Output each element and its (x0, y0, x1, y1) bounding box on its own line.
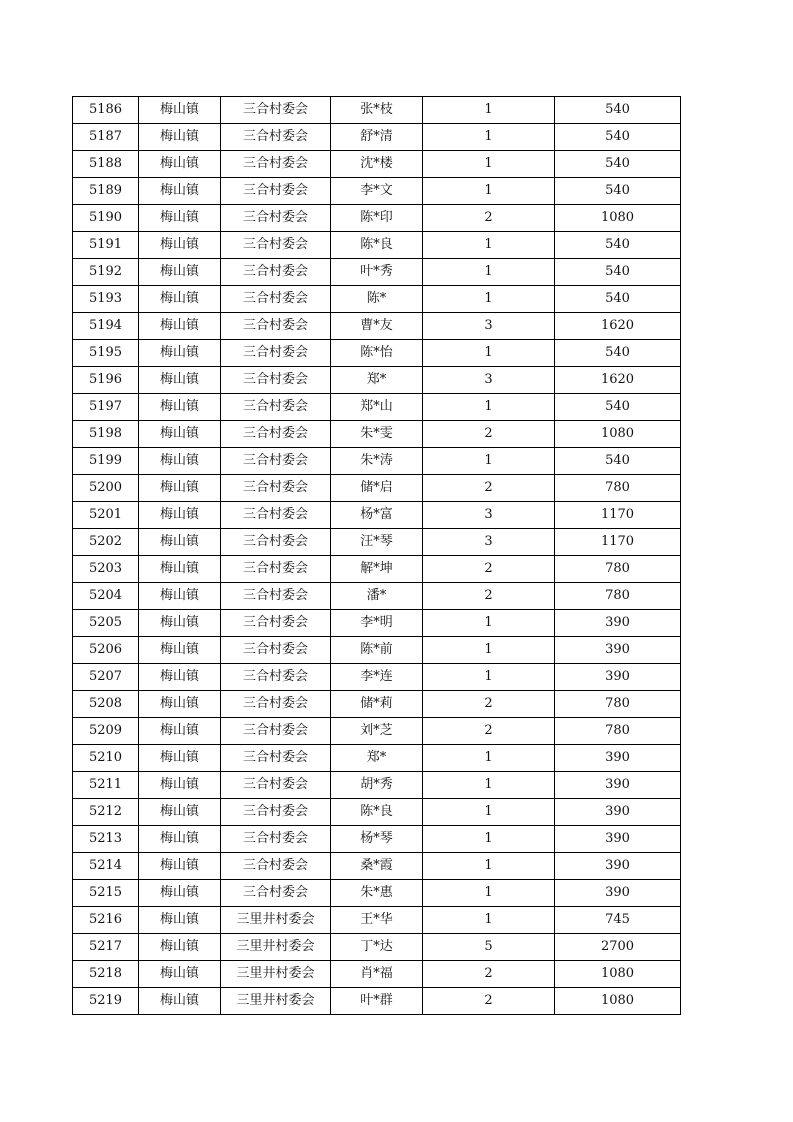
cell-name: 陈*前 (331, 637, 423, 664)
table-row (73, 691, 681, 718)
cell-amount: 540 (555, 124, 681, 151)
cell-number: 5201 (73, 502, 139, 529)
cell-village: 三合村委会 (221, 880, 331, 907)
cell-number: 5187 (73, 124, 139, 151)
cell-number: 5217 (73, 934, 139, 961)
cell-amount: 1080 (555, 961, 681, 988)
cell-count: 1 (423, 178, 555, 205)
cell-name: 杨*富 (331, 502, 423, 529)
cell-amount: 390 (555, 610, 681, 637)
cell-count: 1 (423, 880, 555, 907)
cell-count: 2 (423, 718, 555, 745)
cell-village: 三合村委会 (221, 556, 331, 583)
cell-number: 5186 (73, 97, 139, 124)
cell-number: 5216 (73, 907, 139, 934)
cell-number: 5218 (73, 961, 139, 988)
cell-village: 三里井村委会 (221, 934, 331, 961)
cell-town: 梅山镇 (139, 475, 221, 502)
table-row (73, 826, 681, 853)
cell-count: 1 (423, 448, 555, 475)
cell-amount: 1080 (555, 421, 681, 448)
cell-town: 梅山镇 (139, 529, 221, 556)
cell-town: 梅山镇 (139, 826, 221, 853)
cell-number: 5202 (73, 529, 139, 556)
table-row (73, 178, 681, 205)
cell-number: 5191 (73, 232, 139, 259)
cell-number: 5214 (73, 853, 139, 880)
cell-amount: 390 (555, 772, 681, 799)
table-row (73, 664, 681, 691)
cell-number: 5188 (73, 151, 139, 178)
cell-number: 5213 (73, 826, 139, 853)
cell-name: 李*文 (331, 178, 423, 205)
cell-amount: 540 (555, 178, 681, 205)
table-row (73, 907, 681, 934)
cell-count: 3 (423, 502, 555, 529)
cell-name: 胡*秀 (331, 772, 423, 799)
cell-amount: 540 (555, 394, 681, 421)
cell-name: 丁*达 (331, 934, 423, 961)
cell-count: 1 (423, 907, 555, 934)
cell-amount: 540 (555, 232, 681, 259)
cell-count: 1 (423, 259, 555, 286)
cell-number: 5215 (73, 880, 139, 907)
cell-number: 5190 (73, 205, 139, 232)
cell-town: 梅山镇 (139, 448, 221, 475)
cell-amount: 390 (555, 745, 681, 772)
cell-amount: 390 (555, 880, 681, 907)
cell-town: 梅山镇 (139, 394, 221, 421)
cell-town: 梅山镇 (139, 745, 221, 772)
cell-count: 1 (423, 151, 555, 178)
cell-village: 三合村委会 (221, 745, 331, 772)
cell-count: 1 (423, 232, 555, 259)
cell-count: 2 (423, 475, 555, 502)
cell-name: 朱*惠 (331, 880, 423, 907)
cell-village: 三里井村委会 (221, 988, 331, 1015)
cell-name: 沈*楼 (331, 151, 423, 178)
cell-count: 1 (423, 394, 555, 421)
cell-name: 叶*秀 (331, 259, 423, 286)
cell-village: 三合村委会 (221, 610, 331, 637)
cell-number: 5198 (73, 421, 139, 448)
cell-count: 3 (423, 313, 555, 340)
cell-count: 1 (423, 97, 555, 124)
table-row (73, 961, 681, 988)
table-row (73, 610, 681, 637)
cell-number: 5204 (73, 583, 139, 610)
cell-name: 郑* (331, 367, 423, 394)
cell-number: 5199 (73, 448, 139, 475)
cell-town: 梅山镇 (139, 664, 221, 691)
cell-town: 梅山镇 (139, 637, 221, 664)
table-row (73, 637, 681, 664)
cell-amount: 1080 (555, 988, 681, 1015)
table-row (73, 772, 681, 799)
cell-name: 陈* (331, 286, 423, 313)
cell-amount: 2700 (555, 934, 681, 961)
cell-village: 三合村委会 (221, 637, 331, 664)
cell-count: 1 (423, 853, 555, 880)
table-row (73, 934, 681, 961)
cell-town: 梅山镇 (139, 610, 221, 637)
cell-village: 三合村委会 (221, 799, 331, 826)
table-row (73, 880, 681, 907)
cell-number: 5208 (73, 691, 139, 718)
cell-town: 梅山镇 (139, 421, 221, 448)
cell-village: 三合村委会 (221, 826, 331, 853)
cell-name: 叶*群 (331, 988, 423, 1015)
cell-count: 2 (423, 205, 555, 232)
table-row (73, 151, 681, 178)
cell-village: 三里井村委会 (221, 907, 331, 934)
cell-count: 2 (423, 583, 555, 610)
cell-number: 5210 (73, 745, 139, 772)
cell-village: 三合村委会 (221, 421, 331, 448)
cell-count: 1 (423, 799, 555, 826)
cell-amount: 540 (555, 340, 681, 367)
cell-name: 朱*雯 (331, 421, 423, 448)
cell-village: 三里井村委会 (221, 961, 331, 988)
cell-name: 陈*良 (331, 232, 423, 259)
cell-town: 梅山镇 (139, 718, 221, 745)
cell-count: 1 (423, 286, 555, 313)
cell-town: 梅山镇 (139, 259, 221, 286)
table-row (73, 340, 681, 367)
cell-town: 梅山镇 (139, 934, 221, 961)
cell-name: 李*连 (331, 664, 423, 691)
cell-count: 5 (423, 934, 555, 961)
table-row (73, 583, 681, 610)
table-row (73, 529, 681, 556)
table-row (73, 745, 681, 772)
cell-name: 刘*芝 (331, 718, 423, 745)
table-row (73, 988, 681, 1015)
cell-name: 肖*福 (331, 961, 423, 988)
cell-amount: 780 (555, 718, 681, 745)
cell-count: 1 (423, 340, 555, 367)
cell-town: 梅山镇 (139, 97, 221, 124)
cell-name: 汪*琴 (331, 529, 423, 556)
cell-village: 三合村委会 (221, 340, 331, 367)
cell-name: 储*莉 (331, 691, 423, 718)
cell-count: 2 (423, 691, 555, 718)
cell-count: 1 (423, 826, 555, 853)
cell-name: 杨*琴 (331, 826, 423, 853)
cell-town: 梅山镇 (139, 286, 221, 313)
cell-name: 陈*怡 (331, 340, 423, 367)
table-row (73, 313, 681, 340)
cell-number: 5209 (73, 718, 139, 745)
table-row (73, 853, 681, 880)
cell-number: 5211 (73, 772, 139, 799)
cell-village: 三合村委会 (221, 664, 331, 691)
cell-number: 5205 (73, 610, 139, 637)
table-row (73, 205, 681, 232)
cell-count: 3 (423, 367, 555, 394)
cell-amount: 540 (555, 97, 681, 124)
cell-name: 储*启 (331, 475, 423, 502)
cell-count: 1 (423, 124, 555, 151)
cell-number: 5193 (73, 286, 139, 313)
table-row (73, 556, 681, 583)
cell-village: 三合村委会 (221, 232, 331, 259)
cell-village: 三合村委会 (221, 772, 331, 799)
cell-number: 5212 (73, 799, 139, 826)
cell-count: 2 (423, 421, 555, 448)
cell-amount: 540 (555, 151, 681, 178)
cell-name: 舒*清 (331, 124, 423, 151)
cell-number: 5197 (73, 394, 139, 421)
table-row (73, 394, 681, 421)
cell-number: 5195 (73, 340, 139, 367)
cell-amount: 745 (555, 907, 681, 934)
cell-count: 3 (423, 529, 555, 556)
cell-village: 三合村委会 (221, 286, 331, 313)
cell-amount: 390 (555, 853, 681, 880)
cell-count: 1 (423, 745, 555, 772)
cell-village: 三合村委会 (221, 205, 331, 232)
cell-town: 梅山镇 (139, 853, 221, 880)
cell-number: 5192 (73, 259, 139, 286)
cell-count: 2 (423, 961, 555, 988)
cell-name: 陈*印 (331, 205, 423, 232)
cell-village: 三合村委会 (221, 448, 331, 475)
table-row (73, 124, 681, 151)
cell-amount: 390 (555, 664, 681, 691)
table-row (73, 718, 681, 745)
cell-town: 梅山镇 (139, 988, 221, 1015)
table-row (73, 259, 681, 286)
cell-town: 梅山镇 (139, 340, 221, 367)
cell-amount: 780 (555, 475, 681, 502)
cell-number: 5196 (73, 367, 139, 394)
table-row (73, 97, 681, 124)
table-row (73, 475, 681, 502)
cell-name: 朱*涛 (331, 448, 423, 475)
table-row (73, 799, 681, 826)
cell-amount: 780 (555, 556, 681, 583)
cell-town: 梅山镇 (139, 799, 221, 826)
cell-name: 李*明 (331, 610, 423, 637)
cell-town: 梅山镇 (139, 502, 221, 529)
cell-village: 三合村委会 (221, 124, 331, 151)
cell-town: 梅山镇 (139, 124, 221, 151)
cell-count: 1 (423, 637, 555, 664)
cell-town: 梅山镇 (139, 232, 221, 259)
cell-village: 三合村委会 (221, 502, 331, 529)
cell-town: 梅山镇 (139, 151, 221, 178)
cell-name: 郑*山 (331, 394, 423, 421)
cell-amount: 540 (555, 448, 681, 475)
table-row (73, 367, 681, 394)
cell-amount: 780 (555, 583, 681, 610)
cell-name: 桑*霞 (331, 853, 423, 880)
cell-village: 三合村委会 (221, 529, 331, 556)
cell-amount: 1620 (555, 367, 681, 394)
cell-town: 梅山镇 (139, 691, 221, 718)
cell-village: 三合村委会 (221, 367, 331, 394)
cell-amount: 1620 (555, 313, 681, 340)
cell-count: 1 (423, 772, 555, 799)
cell-town: 梅山镇 (139, 556, 221, 583)
cell-number: 5203 (73, 556, 139, 583)
cell-amount: 540 (555, 259, 681, 286)
cell-count: 2 (423, 988, 555, 1015)
cell-name: 潘* (331, 583, 423, 610)
cell-town: 梅山镇 (139, 367, 221, 394)
cell-town: 梅山镇 (139, 907, 221, 934)
cell-village: 三合村委会 (221, 718, 331, 745)
cell-village: 三合村委会 (221, 691, 331, 718)
cell-town: 梅山镇 (139, 313, 221, 340)
cell-name: 郑* (331, 745, 423, 772)
cell-number: 5189 (73, 178, 139, 205)
cell-village: 三合村委会 (221, 151, 331, 178)
cell-name: 解*坤 (331, 556, 423, 583)
cell-amount: 1170 (555, 502, 681, 529)
table-row (73, 232, 681, 259)
cell-town: 梅山镇 (139, 583, 221, 610)
cell-amount: 390 (555, 826, 681, 853)
cell-number: 5219 (73, 988, 139, 1015)
cell-village: 三合村委会 (221, 394, 331, 421)
table-row (73, 448, 681, 475)
cell-amount: 780 (555, 691, 681, 718)
cell-name: 张*枝 (331, 97, 423, 124)
cell-village: 三合村委会 (221, 259, 331, 286)
cell-count: 1 (423, 610, 555, 637)
table-row (73, 421, 681, 448)
cell-amount: 1170 (555, 529, 681, 556)
data-table (72, 96, 681, 1015)
cell-village: 三合村委会 (221, 853, 331, 880)
cell-town: 梅山镇 (139, 772, 221, 799)
cell-number: 5207 (73, 664, 139, 691)
cell-name: 陈*良 (331, 799, 423, 826)
cell-name: 曹*友 (331, 313, 423, 340)
cell-amount: 540 (555, 286, 681, 313)
cell-amount: 390 (555, 637, 681, 664)
cell-number: 5200 (73, 475, 139, 502)
cell-village: 三合村委会 (221, 97, 331, 124)
cell-count: 2 (423, 556, 555, 583)
cell-town: 梅山镇 (139, 205, 221, 232)
table-row (73, 286, 681, 313)
cell-number: 5206 (73, 637, 139, 664)
cell-town: 梅山镇 (139, 178, 221, 205)
cell-town: 梅山镇 (139, 880, 221, 907)
cell-town: 梅山镇 (139, 961, 221, 988)
cell-count: 1 (423, 664, 555, 691)
cell-village: 三合村委会 (221, 178, 331, 205)
cell-name: 王*华 (331, 907, 423, 934)
cell-village: 三合村委会 (221, 583, 331, 610)
table-row (73, 502, 681, 529)
cell-village: 三合村委会 (221, 475, 331, 502)
cell-amount: 1080 (555, 205, 681, 232)
cell-amount: 390 (555, 799, 681, 826)
cell-village: 三合村委会 (221, 313, 331, 340)
cell-number: 5194 (73, 313, 139, 340)
table-body (73, 97, 681, 1015)
